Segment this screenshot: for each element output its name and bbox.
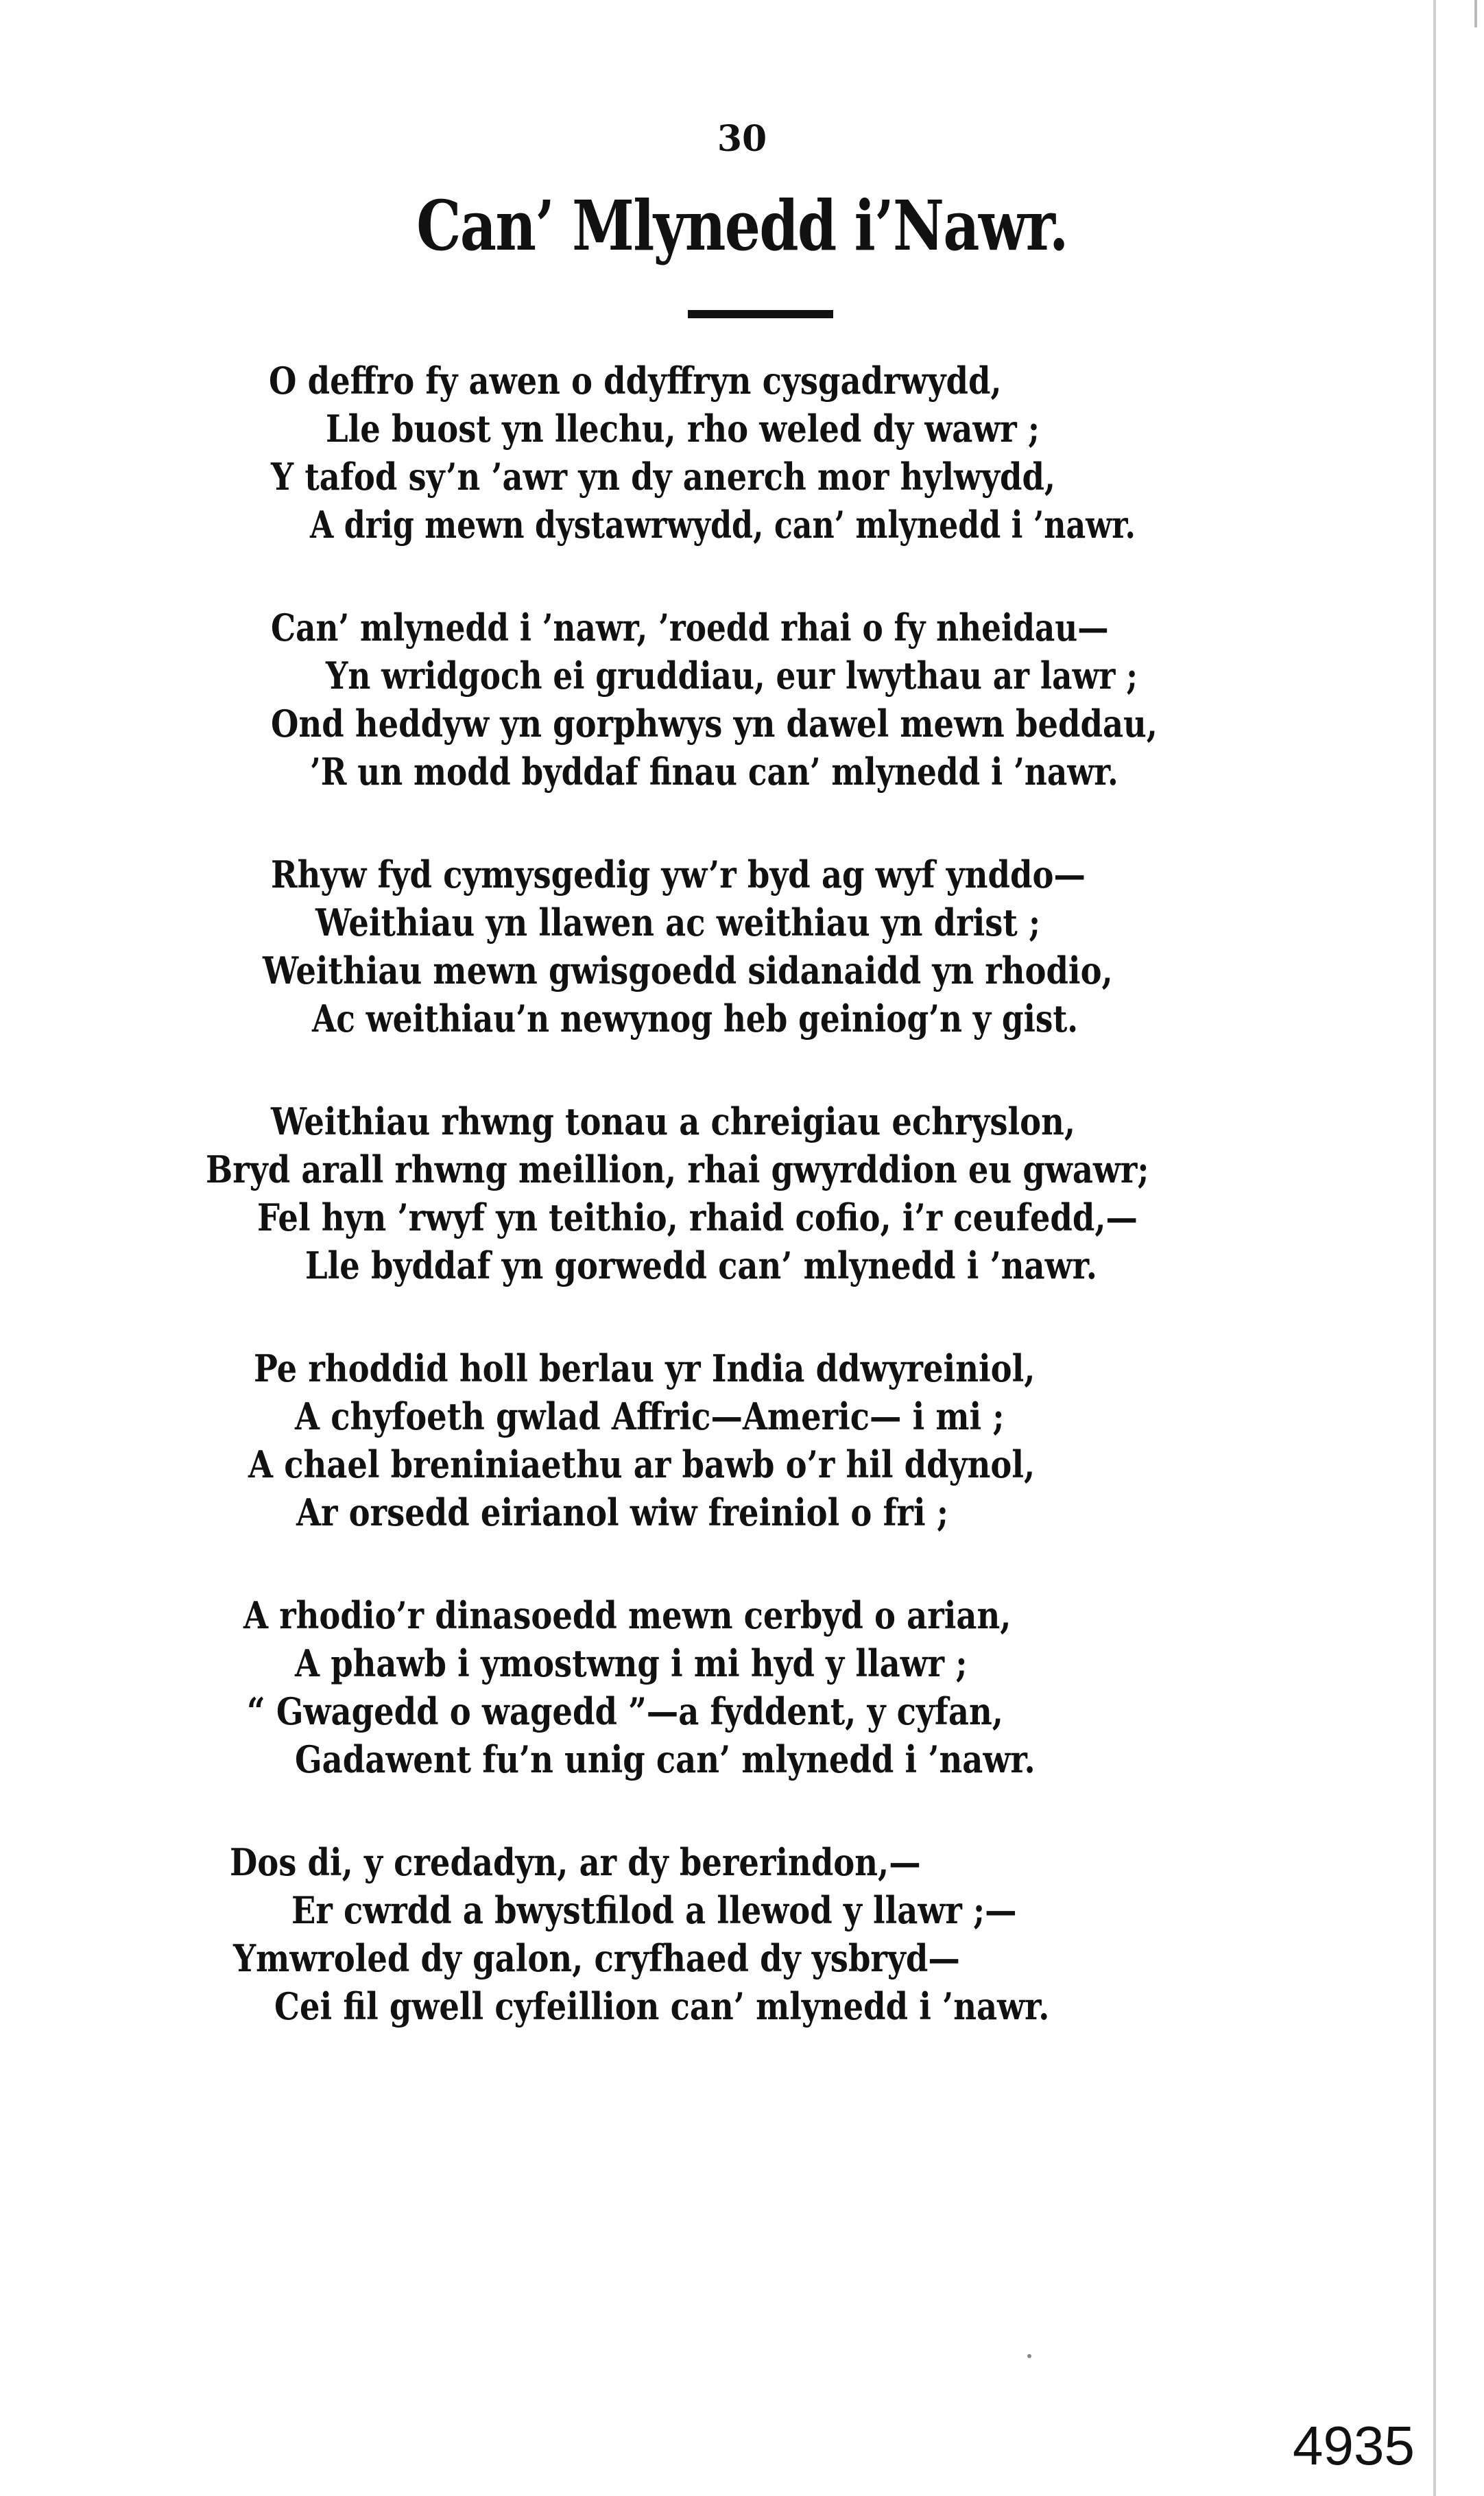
poem-line: Ond heddyw yn gorphwys yn dawel mewn beddau, — [271, 702, 1158, 746]
poem-line: Bryd arall rhwng meillion, rhai gwyrddion eu gwawr; — [206, 1148, 1149, 1191]
poem-line: Can’ mlynedd i ’nawr, ’roedd rhai o fy nheidau— — [271, 606, 1109, 650]
poem-line: Rhyw fyd cymysgedig yw’r byd ag wyf ynddo— — [271, 853, 1086, 896]
poem-line: “ Gwagedd o wagedd ”—a fyddent, y cyfan, — [247, 1689, 1003, 1733]
poem-line: Weithiau rhwng tonau a chreigiau echryslon, — [271, 1100, 1076, 1143]
poem-line: Gadawent fu’n unig can’ mlynedd i ’nawr. — [295, 1737, 1036, 1781]
poem-line: Ymwroled dy galon, cryfhaed dy ysbryd— — [233, 1936, 960, 1980]
poem-line: A chael breniniaethu ar bawb o’r hil ddynol, — [248, 1442, 1036, 1486]
poem-line: A rhodio’r dinasoedd mewn cerbyd o arian, — [243, 1593, 1012, 1637]
poem-line: A chyfoeth gwlad Affric—Americ— i mi ; — [295, 1394, 1005, 1438]
catalog-number: 4935 — [1293, 2415, 1415, 2476]
poem-line: Yn wridgoch ei gruddiau, eur lwythau ar lawr ; — [326, 654, 1138, 698]
poem-line: O deffro fy awen o ddyffryn cysgadrwydd, — [269, 359, 1002, 403]
speck — [1027, 2354, 1031, 2358]
poem-line: ’R un modd byddaf finau can’ mlynedd i ’nawr. — [310, 750, 1118, 794]
title-rule — [688, 310, 833, 318]
edge-tick — [1474, 0, 1477, 27]
poem-line: Weithiau mewn gwisgoedd sidanaidd yn rhodio, — [263, 949, 1113, 993]
poem-line: Ac weithiau’n newynog heb geiniog’n y gist. — [312, 997, 1079, 1041]
poem-line: Y tafod sy’n ’awr yn dy anerch mor hylwydd, — [271, 455, 1056, 499]
poem-line: Lle buost yn llechu, rho weled dy wawr ; — [326, 407, 1040, 451]
poem-line: Ar orsedd eirianol wiw freiniol o fri ; — [296, 1490, 948, 1534]
poem-line: Pe rhoddid holl berlau yr India ddwyreiniol, — [254, 1346, 1036, 1390]
page-number: 30 — [717, 118, 767, 160]
poem-line: Cei fil gwell cyfeillion can’ mlynedd i ’nawr. — [274, 1984, 1050, 2028]
poem-line: Dos di, y credadyn, ar dy bererindon,— — [230, 1840, 921, 1884]
poem-line: A drig mewn dystawrwydd, can’ mlynedd i ’nawr. — [310, 503, 1136, 547]
poem-line: Er cwrdd a bwystfilod a llewod y llawr ;— — [291, 1888, 1017, 1932]
poem-title: Can’ Mlynedd i’Nawr. — [416, 185, 1068, 266]
poem-line: Fel hyn ’rwyf yn teithio, rhaid cofio, i’r ceufedd,— — [257, 1196, 1138, 1239]
poem-line: Lle byddaf yn gorwedd can’ mlynedd i ’nawr. — [305, 1244, 1097, 1287]
poem-line: A phawb i ymostwng i mi hyd y llawr ; — [295, 1641, 968, 1685]
page-edge-line — [1433, 0, 1436, 2496]
poem-line: Weithiau yn llawen ac weithiau yn drist ; — [315, 901, 1041, 944]
